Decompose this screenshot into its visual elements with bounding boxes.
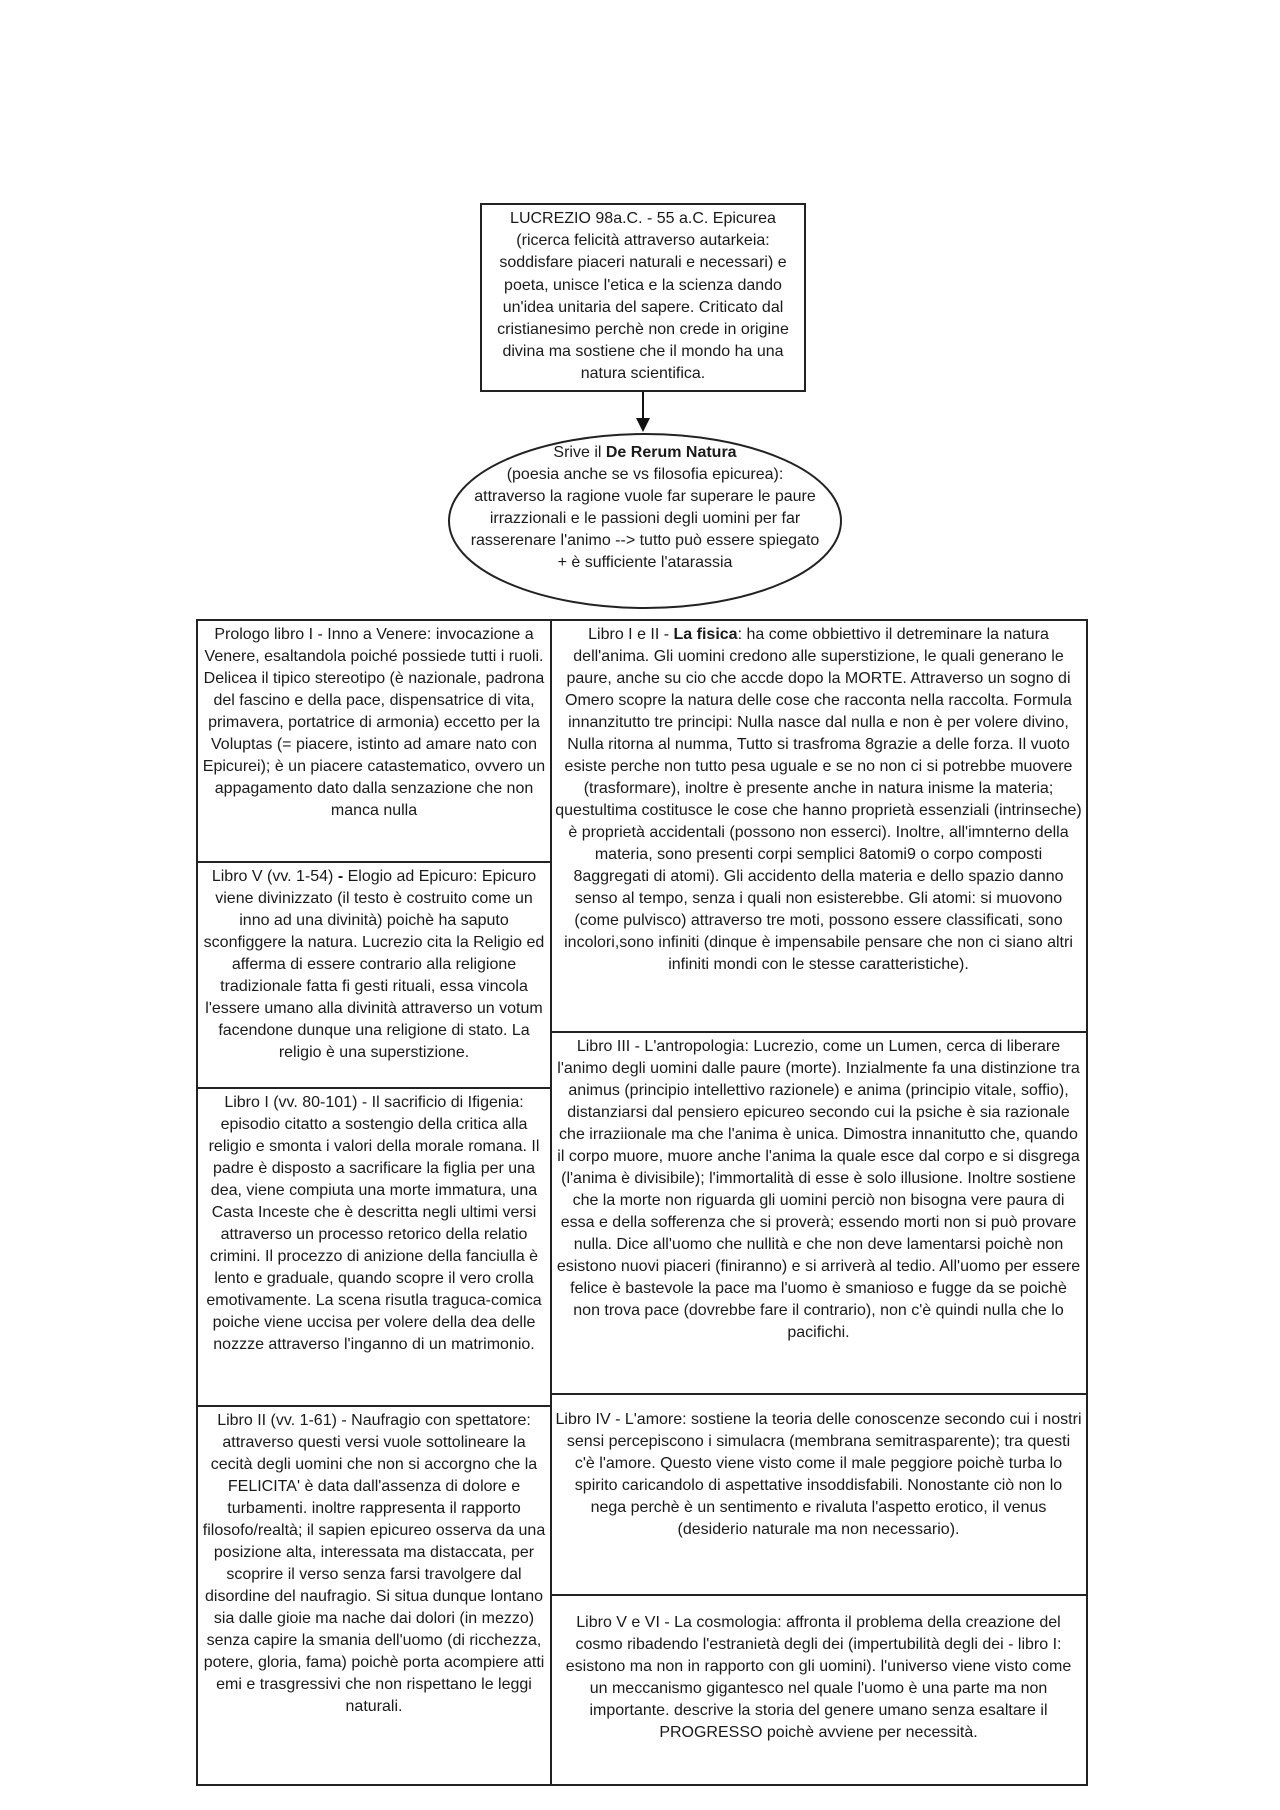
cell-dash: -	[333, 868, 348, 885]
cell-amore	[551, 1393, 1086, 1594]
cell-sacrificio-ifigenia	[198, 1087, 550, 1405]
cell-cosmologia	[551, 1594, 1086, 1784]
ellipse-text	[469, 442, 821, 574]
right-column	[551, 619, 1088, 1786]
cell-la-fisica	[551, 621, 1086, 1031]
cell-elogio-epicuro	[198, 861, 550, 1087]
ellipse-prefix: Srive il	[553, 444, 606, 461]
cell-text: : ha come obbiettivo il detreminare la natura dell'anima. Gli uomini credono alle superstizione, le quali generano le paure, anche su cio che accde dopo la MORTE. Attraverso un sogno di Omero scopre la natura delle cose che racconta nella raccolta. Formula innanzitutto tre principi: Nulla nasce dal nulla e non è per volere divino, Nulla ritorna al numma, Tutto si trasfroma 8grazie a delle forza. Il vuoto esiste perche non tutto pesa uguale e se no non ci si potrebbe muovere (trasformare), inoltre è presente anche in natura inisme la materia; questultima costitusce le cose che hanno proprietà essenziali (intrinseche) è proprietà accidentali (possono non esserci). Inoltre, all'imnterno della materia, sono presenti corpi semplici 8atomi9 o corpo composti 8aggregati di atomi). Gli accidento della materia e dello spazio danno senso al tempo, senza i quali non esisterebbe. Gli atomi: si muovono (come pulvisco) attraverso tre moti, possono essere classificati, sono incolori,sono infiniti (dinque è impensabile pensare che non ci siano altri infiniti mondi con le stesse caratteristiche).	[555, 626, 1082, 973]
cell-text: Prologo libro I - Inno a Venere: invocazione a Venere, esaltandola poiché possiede tutti i ruoli. Delicea il tipico stereotipo (è nazionale, padrona del fascino e della pace, dispensatrice di vita, primavera, portatrice di armonia) eccetto per la Voluptas (= piacere, istinto ad amare nato con Epicurei); è un piacere catastematico, ovvero un appagamento dato dalla senzazione che non manca nulla	[202, 626, 546, 819]
cell-bold: La fisica	[673, 626, 738, 643]
cell-title: Libro I e II -	[588, 626, 674, 643]
left-column	[196, 619, 552, 1786]
cell-title: Libro V (vv. 1-54)	[211, 868, 334, 885]
cell-inno-a-venere	[198, 621, 550, 861]
cell-text: Libro V e VI - La cosmologia: affronta il problema della creazione del cosmo ribadendo l'estranietà degli dei (impertubilità degli dei - libro I: esistono ma non in rapporto con gli uomini). l'universo viene visto come un meccanismo gigantesco nel quale l'uomo è una parte ma non importante. descrive la storia del genere umano senza esaltare il PROGRESSO poichè avviene per necessità.	[565, 1614, 1072, 1741]
ellipse-body: (poesia anche se vs filosofia epicurea): attraverso la ragione vuole far superare le paure irrazzionali e le passioni degli uomini per far rasserenare l'animo --> tutto può essere spiegato + è sufficiente l'atarassia	[470, 466, 820, 571]
cell-text: Libro IV - L'amore: sostiene la teoria delle conoscenze secondo cui i nostri sensi percepiscono i simulacra (membrana semitrasparente); tra questi c'è l'amore. Questo viene visto come il male peggiore poichè turba lo spirito caricandolo di aspettative insoddisfabili. Nonostante ciò non lo nega perchè è un sentimento e rivaluta l'aspetto erotico, il venus (desiderio naturale ma non necessario).	[555, 1411, 1082, 1538]
lucrezio-intro-text: LUCREZIO 98a.C. - 55 a.C. Epicurea (ricerca felicità attraverso autarkeia: soddisfare piaceri naturali e necessari) e poeta, unisce l'etica e la scienza dando un'idea unitaria del sapere. Criticato dal cristianesimo perchè non crede in origine divina ma sostiene che il mondo ha una natura scientifica.	[497, 210, 789, 383]
cell-naufragio-spettatore	[198, 1405, 550, 1784]
cell-antropologia	[551, 1031, 1086, 1393]
ellipse-title: De Rerum Natura	[605, 444, 737, 461]
cell-text: Libro I (vv. 80-101) - Il sacrificio di Ifigenia: episodio citatto a sostengio della critica alla religio e smonta i valori della morale romana. Il padre è disposto a sacrificare la figlia per una dea, viene compiuta una morte immatura, una Casta Inceste che è descritta negli ultimi versi attraverso un processo retorico della relatio crimini. Il procezzo di anizione della fanciulla è lento e graduale, quando scopre il vero crolla emotivamente. La scena risutla traguca-comica poiche viene uccisa per volere della dea delle nozzze attraverso l'inganno di un matrimonio.	[206, 1094, 542, 1353]
cell-text: Libro II (vv. 1-61) - Naufragio con spettatore: attraverso questi versi vuole sottolineare la cecità degli uomini che non si accorgno che la FELICITA' è data dall'assenza di dolore e turbamenti. inoltre rappresenta il rapporto filosofo/realtà; il sapien epicureo osserva da una posizione alta, interessata ma distaccata, per scoprire il verso senza farsi travolgere dal disordine del naufragio. Si situa dunque lontano sia dalle gioie ma nache dai dolori (in mezzo) senza capire la smania dell'uomo (di ricchezza, potere, gloria, fama) poichè porta acompiere atti emi e trasgressivi che non rispettano le leggi naturali.	[202, 1412, 546, 1715]
lucrezio-intro-box	[480, 203, 806, 392]
cell-text: Libro III - L'antropologia: Lucrezio, come un Lumen, cerca di liberare l'animo degli uomini dalle paure (morte). Inzialmente fa una distinzione tra animus (principio intellettivo razionele) e anima (principio vitale, soffio), distanziarsi dal pensiero epicureo secondo cui la psiche è sia razionale che irraziionale ma che l'anima è unica. Dimostra innanitutto che, quando il corpo muore, muore anche l'anima la quale esce dal corpo e si disgrega (l'anima è divisibile); l'immortalità di esse è solo illusione. Inoltre sostiene che la morte non riguarda gli uomini perciò non bisogna vere paura di essa e della sofferenza che si proverà; essendo morti non si può provare nulla. Dice all'uomo che nullità e che non deve lamentarsi poichè non esistono nuovi piaceri (finiranno) e si arriverà al tedio. All'uomo per essere felice è bastevole la pace ma l'uomo è smanioso e fugge da se poichè non trova pace (dovrebbe fare il contrario), non c'è quindi nulla che lo pacifichi.	[556, 1038, 1081, 1341]
cell-text: Elogio ad Epicuro: Epicuro viene divinizzato (il testo è costruito come un inno ad una divinità) poichè ha saputo sconfiggere la natura. Lucrezio cita la Religio ed afferma di essere contrario alla religione tradizionale fatta fi gesti rituali, essa vincola l'essere umano alla divinità attraverso un votum facendone dunque una religione di stato. La religio è una superstizione.	[203, 868, 545, 1061]
de-rerum-natura-node	[447, 432, 843, 610]
